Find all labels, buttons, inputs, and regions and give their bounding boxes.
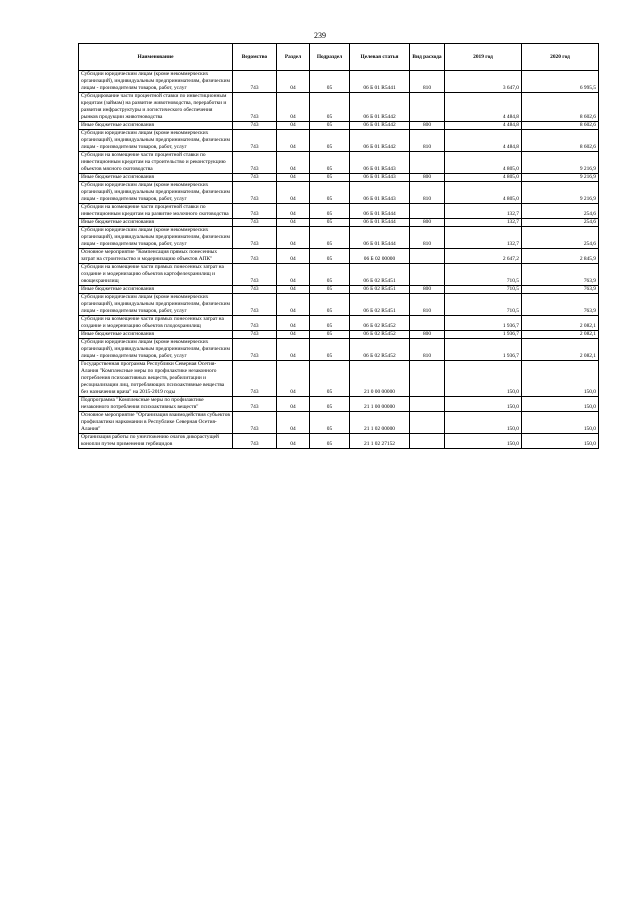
- row-vid: 810: [410, 339, 445, 361]
- row-podrazdel: 05: [310, 361, 350, 397]
- row-2019: 150,0: [445, 412, 522, 434]
- row-2020: 2 845,9: [522, 249, 599, 264]
- row-name: Организация работы по уничтожению очагов дикорастущей конопли путем применения гербицидов: [79, 434, 233, 449]
- row-podrazdel: 05: [310, 71, 350, 93]
- row-2019: 132,7: [445, 204, 522, 219]
- table-row: [79, 412, 599, 434]
- row-2020: 6 995,5: [522, 71, 599, 93]
- row-podrazdel: 05: [310, 152, 350, 174]
- row-vid: 810: [410, 71, 445, 93]
- row-2020: 8 602,6: [522, 122, 599, 130]
- row-tselevaya: 21 1 02 00000: [350, 412, 410, 434]
- row-vedomstvo: 743: [233, 249, 277, 264]
- row-2020: 2 082,1: [522, 339, 599, 361]
- row-podrazdel: 05: [310, 130, 350, 152]
- row-vedomstvo: 743: [233, 286, 277, 294]
- row-name: Субсидирование части процентной ставки по инвестиционным кредитам (займам) на развитие животноводства, переработки и развития инфраструктуры и логистического обеспечения рынков продукции животноводства: [79, 93, 233, 122]
- row-2020: 150,0: [522, 397, 599, 412]
- row-vid: 810: [410, 294, 445, 316]
- row-vid: 800: [410, 122, 445, 130]
- row-2020: 254,6: [522, 227, 599, 249]
- row-vedomstvo: 743: [233, 174, 277, 182]
- row-razdel: 04: [277, 130, 310, 152]
- row-tselevaya: 06 Б 01 R5443: [350, 182, 410, 204]
- table-row: [79, 71, 599, 93]
- table-row: [79, 434, 599, 449]
- row-name: Субсидии на возмещение части прямых понесенных затрат на создание и модернизацию объектов плодохранилищ: [79, 316, 233, 331]
- row-2019: 710,5: [445, 294, 522, 316]
- row-razdel: 04: [277, 249, 310, 264]
- row-vid: [410, 264, 445, 286]
- row-vedomstvo: 743: [233, 152, 277, 174]
- header-2019: 2019 год: [445, 44, 522, 71]
- row-vid: 800: [410, 286, 445, 294]
- row-tselevaya: 06 Б 02 R5451: [350, 286, 410, 294]
- table-row: [79, 316, 599, 331]
- row-podrazdel: 05: [310, 219, 350, 227]
- row-tselevaya: 06 Б 02 R5451: [350, 264, 410, 286]
- row-vedomstvo: 743: [233, 204, 277, 219]
- row-podrazdel: 05: [310, 339, 350, 361]
- row-vid: [410, 204, 445, 219]
- row-razdel: 04: [277, 204, 310, 219]
- row-vid: 800: [410, 174, 445, 182]
- table-row: [79, 204, 599, 219]
- table-row: [79, 264, 599, 286]
- row-vedomstvo: 743: [233, 227, 277, 249]
- table-row: [79, 219, 599, 227]
- row-tselevaya: 06 Б 02 R5452: [350, 316, 410, 331]
- row-razdel: 04: [277, 152, 310, 174]
- row-tselevaya: 06 Б 02 R5452: [350, 339, 410, 361]
- row-tselevaya: 06 Б 02 00000: [350, 249, 410, 264]
- row-vid: [410, 93, 445, 122]
- row-razdel: 04: [277, 174, 310, 182]
- row-vedomstvo: 743: [233, 434, 277, 449]
- row-2020: 8 602,6: [522, 93, 599, 122]
- row-tselevaya: 06 Б 01 R5443: [350, 152, 410, 174]
- row-name: Субсидии юридическим лицам (кроме некоммерческих организаций), индивидуальным предпринимателям, физическим лицам - производителям товаров, работ, услуг: [79, 294, 233, 316]
- row-2020: 9 216,9: [522, 174, 599, 182]
- table-row: [79, 361, 599, 397]
- table-row: [79, 249, 599, 264]
- header-podrazdel: Подраздел: [310, 44, 350, 71]
- row-razdel: 04: [277, 331, 310, 339]
- header-name: Наименование: [79, 44, 233, 71]
- row-2019: 710,5: [445, 286, 522, 294]
- row-vedomstvo: 743: [233, 182, 277, 204]
- row-razdel: 04: [277, 264, 310, 286]
- row-vedomstvo: 743: [233, 264, 277, 286]
- row-2020: 150,0: [522, 361, 599, 397]
- row-2020: 254,6: [522, 219, 599, 227]
- row-name: Иные бюджетные ассигнования: [79, 219, 233, 227]
- row-name: Субсидии на возмещение части процентной ставки по инвестиционным кредитам на строительство и реконструкцию объектов мясного скотоводства: [79, 152, 233, 174]
- row-vid: 800: [410, 219, 445, 227]
- row-razdel: 04: [277, 93, 310, 122]
- row-razdel: 04: [277, 397, 310, 412]
- row-2019: 132,7: [445, 227, 522, 249]
- row-podrazdel: 05: [310, 264, 350, 286]
- row-podrazdel: 05: [310, 316, 350, 331]
- row-podrazdel: 05: [310, 249, 350, 264]
- table-row: [79, 397, 599, 412]
- header-vid: Вид расхода: [410, 44, 445, 71]
- row-name: Подпрограмма "Комплексные меры по профилактике незаконного потребления психоактивных веществ": [79, 397, 233, 412]
- header-2020: 2020 год: [522, 44, 599, 71]
- table-row: [79, 130, 599, 152]
- row-vedomstvo: 743: [233, 219, 277, 227]
- table-row: [79, 294, 599, 316]
- row-tselevaya: 06 Б 01 R5442: [350, 93, 410, 122]
- table-row: [79, 286, 599, 294]
- row-podrazdel: 05: [310, 182, 350, 204]
- row-name: Государственная программа Республики Северная Осетия-Алания "Комплексные меры по профилактике незаконного потребления психоактивных веществ, реабилитации и ресоциализации лиц, потребляющих психоактивные вещества без назначения врача" на 2015-2019 годы: [79, 361, 233, 397]
- row-razdel: 04: [277, 412, 310, 434]
- row-tselevaya: 21 1 02 27152: [350, 434, 410, 449]
- table-row: [79, 122, 599, 130]
- row-vid: [410, 249, 445, 264]
- row-podrazdel: 05: [310, 93, 350, 122]
- row-2020: 2 082,1: [522, 316, 599, 331]
- row-podrazdel: 05: [310, 204, 350, 219]
- row-2019: 4 805,0: [445, 152, 522, 174]
- row-vedomstvo: 743: [233, 397, 277, 412]
- row-2019: 1 936,7: [445, 331, 522, 339]
- row-vedomstvo: 743: [233, 93, 277, 122]
- row-2020: 9 216,9: [522, 152, 599, 174]
- row-2020: 2 082,1: [522, 331, 599, 339]
- table-row: [79, 182, 599, 204]
- row-vid: [410, 361, 445, 397]
- row-razdel: 04: [277, 286, 310, 294]
- table-row: [79, 339, 599, 361]
- table-row: [79, 93, 599, 122]
- row-podrazdel: 05: [310, 227, 350, 249]
- row-vedomstvo: 743: [233, 339, 277, 361]
- row-tselevaya: 06 Б 01 R5443: [350, 174, 410, 182]
- row-2019: 132,7: [445, 219, 522, 227]
- row-2020: 763,9: [522, 286, 599, 294]
- row-razdel: 04: [277, 71, 310, 93]
- row-tselevaya: 06 Б 01 R5442: [350, 122, 410, 130]
- row-2019: 1 936,7: [445, 316, 522, 331]
- row-razdel: 04: [277, 339, 310, 361]
- row-razdel: 04: [277, 316, 310, 331]
- header-tselevaya: Целевая статья: [350, 44, 410, 71]
- row-tselevaya: 06 Б 01 R5444: [350, 219, 410, 227]
- row-2020: 8 602,6: [522, 130, 599, 152]
- row-2019: 4 484,8: [445, 122, 522, 130]
- row-tselevaya: 06 Б 01 R5444: [350, 204, 410, 219]
- row-razdel: 04: [277, 434, 310, 449]
- row-name: Субсидии юридическим лицам (кроме некоммерческих организаций), индивидуальным предпринимателям, физическим лицам - производителям товаров, работ, услуг: [79, 227, 233, 249]
- row-razdel: 04: [277, 122, 310, 130]
- row-podrazdel: 05: [310, 174, 350, 182]
- row-name: Субсидии юридическим лицам (кроме некоммерческих организаций), индивидуальным предпринимателям, физическим лицам - производителям товаров, работ, услуг: [79, 130, 233, 152]
- row-2019: 4 484,8: [445, 130, 522, 152]
- table-body: [79, 71, 599, 449]
- row-razdel: 04: [277, 361, 310, 397]
- row-vedomstvo: 743: [233, 361, 277, 397]
- row-razdel: 04: [277, 182, 310, 204]
- row-name: Иные бюджетные ассигнования: [79, 174, 233, 182]
- row-tselevaya: 06 Б 01 R5444: [350, 227, 410, 249]
- row-name: Основное мероприятие "Компенсация прямых понесенных затрат на строительство и модернизацию объектов АПК": [79, 249, 233, 264]
- row-tselevaya: 06 Б 02 R5451: [350, 294, 410, 316]
- row-2019: 3 647,0: [445, 71, 522, 93]
- row-razdel: 04: [277, 227, 310, 249]
- row-vid: [410, 316, 445, 331]
- table-row: [79, 152, 599, 174]
- header-vedomstvo: Ведомство: [233, 44, 277, 71]
- row-name: Субсидии юридическим лицам (кроме некоммерческих организаций), индивидуальным предпринимателям, физическим лицам - производителям товаров, работ, услуг: [79, 182, 233, 204]
- row-vid: 800: [410, 331, 445, 339]
- row-podrazdel: 05: [310, 286, 350, 294]
- row-2020: 763,9: [522, 294, 599, 316]
- row-podrazdel: 05: [310, 331, 350, 339]
- row-vid: [410, 434, 445, 449]
- row-tselevaya: 06 Б 02 R5452: [350, 331, 410, 339]
- row-name: Основное мероприятие "Организация взаимодействия субъектов профилактики наркомании в Республике Северная Осетия-Алания": [79, 412, 233, 434]
- row-vid: [410, 152, 445, 174]
- budget-table: [78, 43, 599, 449]
- row-podrazdel: 05: [310, 397, 350, 412]
- row-vedomstvo: 743: [233, 331, 277, 339]
- row-2020: 9 216,9: [522, 182, 599, 204]
- row-2019: 150,0: [445, 434, 522, 449]
- row-vid: [410, 412, 445, 434]
- row-name: Иные бюджетные ассигнования: [79, 286, 233, 294]
- row-name: Субсидии на возмещение части прямых понесенных затрат на создание и модернизацию объектов картофелехранилищ и овощехранилищ: [79, 264, 233, 286]
- row-podrazdel: 05: [310, 434, 350, 449]
- row-tselevaya: 21 1 00 00000: [350, 397, 410, 412]
- row-tselevaya: 21 0 00 00000: [350, 361, 410, 397]
- row-vid: 810: [410, 130, 445, 152]
- row-2019: 4 805,0: [445, 182, 522, 204]
- row-vedomstvo: 743: [233, 294, 277, 316]
- row-2019: 1 936,7: [445, 339, 522, 361]
- row-name: Субсидии юридическим лицам (кроме некоммерческих организаций), индивидуальным предпринимателям, физическим лицам - производителям товаров, работ, услуг: [79, 71, 233, 93]
- row-2020: 763,9: [522, 264, 599, 286]
- row-2019: 150,0: [445, 397, 522, 412]
- row-2019: 4 484,8: [445, 93, 522, 122]
- row-2019: 710,5: [445, 264, 522, 286]
- row-name: Иные бюджетные ассигнования: [79, 122, 233, 130]
- row-name: Иные бюджетные ассигнования: [79, 331, 233, 339]
- row-razdel: 04: [277, 219, 310, 227]
- row-podrazdel: 05: [310, 412, 350, 434]
- row-tselevaya: 06 Б 01 R5442: [350, 130, 410, 152]
- row-vedomstvo: 743: [233, 71, 277, 93]
- page-number: 239: [314, 31, 326, 40]
- table-row: [79, 331, 599, 339]
- row-name: Субсидии юридическим лицам (кроме некоммерческих организаций), индивидуальным предпринимателям, физическим лицам - производителям товаров, работ, услуг: [79, 339, 233, 361]
- row-vedomstvo: 743: [233, 316, 277, 331]
- row-vedomstvo: 743: [233, 412, 277, 434]
- table-row: [79, 174, 599, 182]
- table-header-row: [79, 44, 599, 71]
- row-tselevaya: 06 Б 01 R5441: [350, 71, 410, 93]
- row-razdel: 04: [277, 294, 310, 316]
- row-vedomstvo: 743: [233, 130, 277, 152]
- row-podrazdel: 05: [310, 122, 350, 130]
- row-vid: 810: [410, 182, 445, 204]
- table-row: [79, 227, 599, 249]
- row-2019: 150,0: [445, 361, 522, 397]
- row-vid: [410, 397, 445, 412]
- row-podrazdel: 05: [310, 294, 350, 316]
- row-2020: 150,0: [522, 412, 599, 434]
- row-vedomstvo: 743: [233, 122, 277, 130]
- row-2019: 2 647,2: [445, 249, 522, 264]
- row-2019: 4 805,0: [445, 174, 522, 182]
- row-name: Субсидии на возмещение части процентной ставки по инвестиционным кредитам на развитие молочного скотоводства: [79, 204, 233, 219]
- row-2020: 254,6: [522, 204, 599, 219]
- row-2020: 150,0: [522, 434, 599, 449]
- header-razdel: Раздел: [277, 44, 310, 71]
- row-vid: 810: [410, 227, 445, 249]
